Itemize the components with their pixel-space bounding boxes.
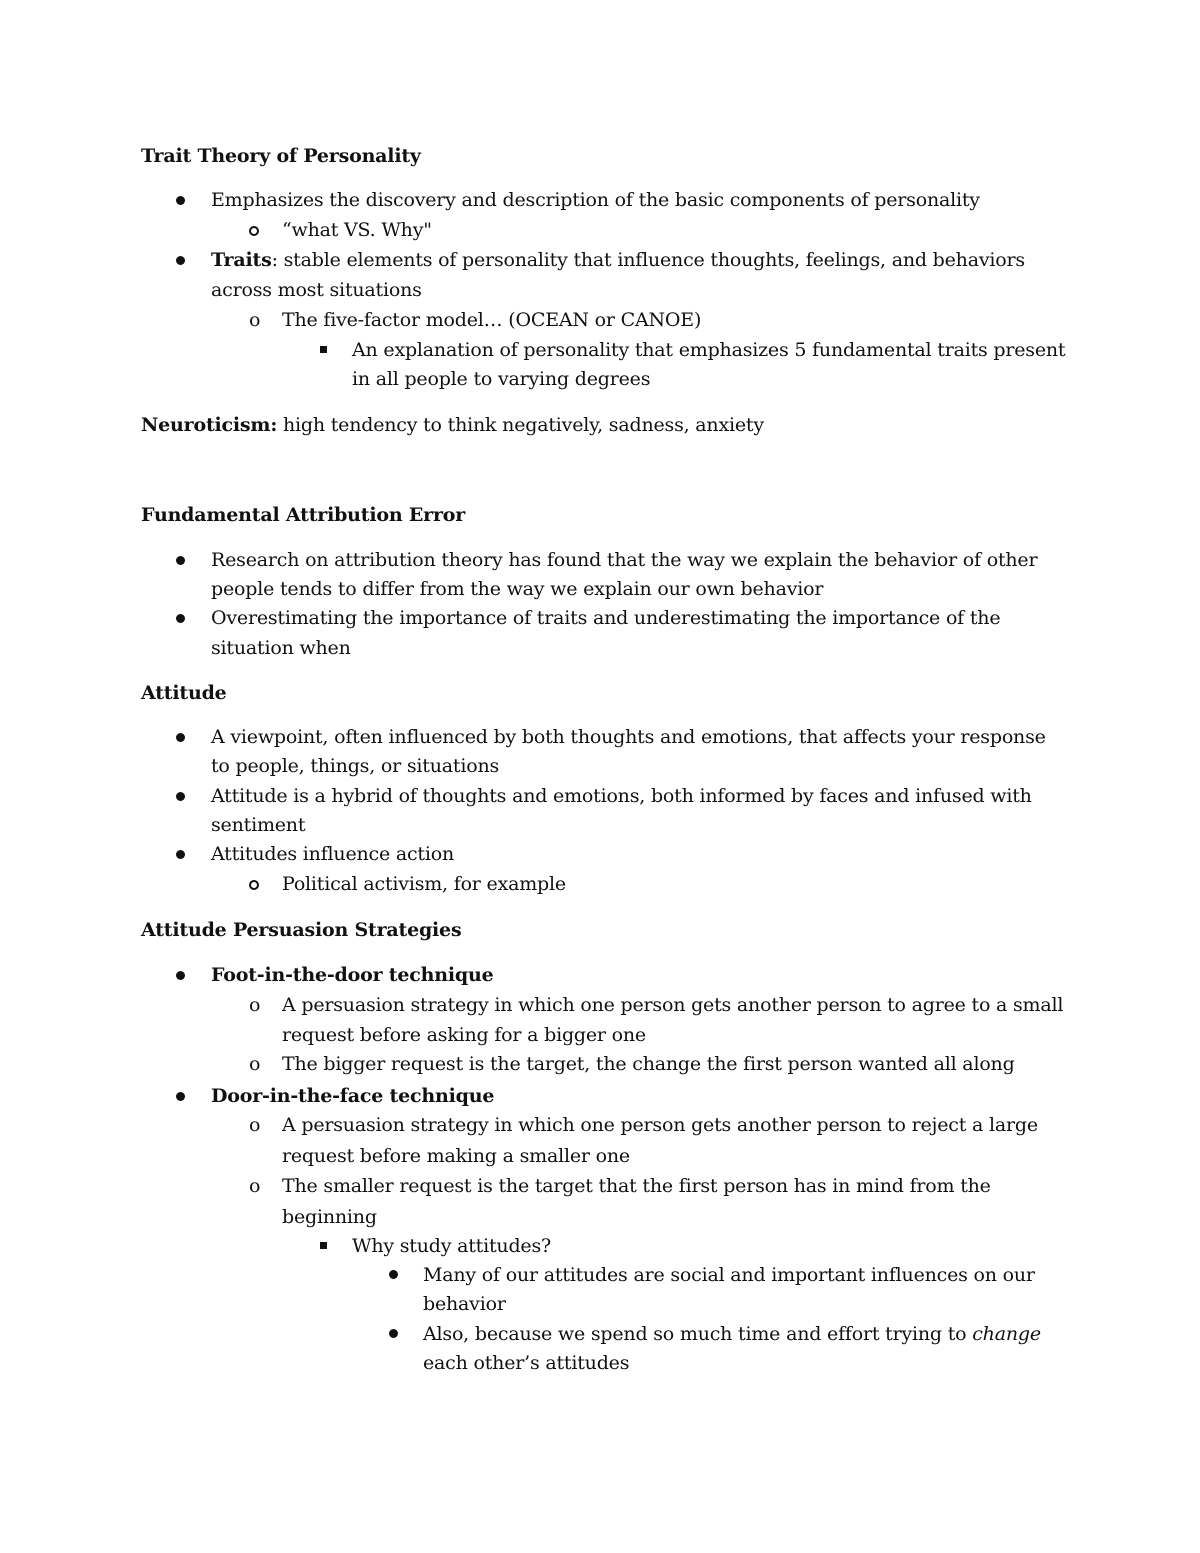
five-factor-explanation-cont: in all people to varying degrees [352,368,651,390]
heading-attitude: Attitude [141,682,227,704]
bullet-dot [176,971,185,980]
sub-sub-bullet-square [320,346,327,353]
door-sub-2: The smaller request is the target that the first person has in mind from the [282,1175,991,1197]
fae-bullet-1: Research on attribution theory has found that the way we explain the behavior of other [211,549,1038,571]
fae-bullet-2-cont: situation when [211,637,351,659]
traits-term: Traits [211,249,272,271]
sub-bullet-letter-o: o [249,1175,261,1197]
door-sub-2-cont: beginning [282,1206,377,1228]
why-bullet-2-cont: each other’s attitudes [423,1352,630,1374]
attitude-bullet-3: Attitudes influence action [211,843,455,865]
foot-in-door-title: Foot-in-the-door technique [211,964,494,986]
trait-bullet-2-cont: across most situations [211,279,422,301]
trait-bullet-1-sub: “what VS. Why" [282,219,432,241]
bullet-dot [176,556,185,565]
sub-bullet-letter-o: o [249,1114,261,1136]
change-emphasis: change [972,1323,1041,1345]
foot-sub-2: The bigger request is the target, the change the first person wanted all along [282,1053,1015,1075]
door-sub-1: A persuasion strategy in which one person gets another person to reject a large [282,1114,1038,1136]
attitude-bullet-3-sub: Political activism, for example [282,873,566,895]
sub-bullet-ring [249,226,259,236]
sub-bullet-letter-o: o [249,1053,261,1075]
sub-bullet-ring [249,880,259,890]
attitude-bullet-2-cont: sentiment [211,814,306,836]
fae-bullet-1-cont: people tends to differ from the way we explain our own behavior [211,578,824,600]
sub-bullet-letter-o: o [249,994,261,1016]
attitude-bullet-1-cont: to people, things, or situations [211,755,500,777]
foot-sub-1: A persuasion strategy in which one person gets another person to agree to a small [282,994,1064,1016]
bullet-dot [389,1329,398,1338]
why-bullet-2 [423,1320,1041,1348]
attitude-bullet-2: Attitude is a hybrid of thoughts and emotions, both informed by faces and infused with [211,785,1032,807]
neuroticism-term: Neuroticism: [141,414,278,436]
bullet-dot [176,1092,185,1101]
bullet-dot [389,1270,398,1279]
bullet-dot [176,792,185,801]
bullet-dot [176,733,185,742]
attitude-bullet-1: A viewpoint, often influenced by both thoughts and emotions, that affects your response [211,726,1046,748]
door-in-face-title: Door-in-the-face technique [211,1085,495,1107]
sub-sub-bullet-square [320,1242,327,1249]
five-factor-line: The five-factor model… (OCEAN or CANOE) [282,309,702,331]
neuroticism-line [141,411,764,439]
why-bullet-1: Many of our attitudes are social and important influences on our [423,1264,1035,1286]
why-bullet-1-cont: behavior [423,1293,506,1315]
traits-definition: : stable elements of personality that influence thoughts, feelings, and behaviors [271,249,1025,271]
five-factor-explanation: An explanation of personality that emphasizes 5 fundamental traits present [352,339,1066,361]
trait-bullet-2 [211,246,1025,274]
sub-bullet-letter-o: o [249,309,261,331]
fae-bullet-2: Overestimating the importance of traits and underestimating the importance of the [211,607,1001,629]
heading-trait-theory: Trait Theory of Personality [141,145,421,167]
bullet-dot [176,196,185,205]
bullet-dot [176,850,185,859]
heading-persuasion: Attitude Persuasion Strategies [141,919,462,941]
neuroticism-definition: high tendency to think negatively, sadness, anxiety [277,414,764,436]
door-sub-1-cont: request before making a smaller one [282,1145,630,1167]
heading-fae: Fundamental Attribution Error [141,504,466,526]
why-bullet-2-text: Also, because we spend so much time and effort trying to [423,1323,973,1345]
why-study-attitudes: Why study attitudes? [352,1235,551,1257]
bullet-dot [176,256,185,265]
trait-bullet-1: Emphasizes the discovery and description of the basic components of personality [211,189,980,211]
foot-sub-1-cont: request before asking for a bigger one [282,1024,646,1046]
bullet-dot [176,614,185,623]
